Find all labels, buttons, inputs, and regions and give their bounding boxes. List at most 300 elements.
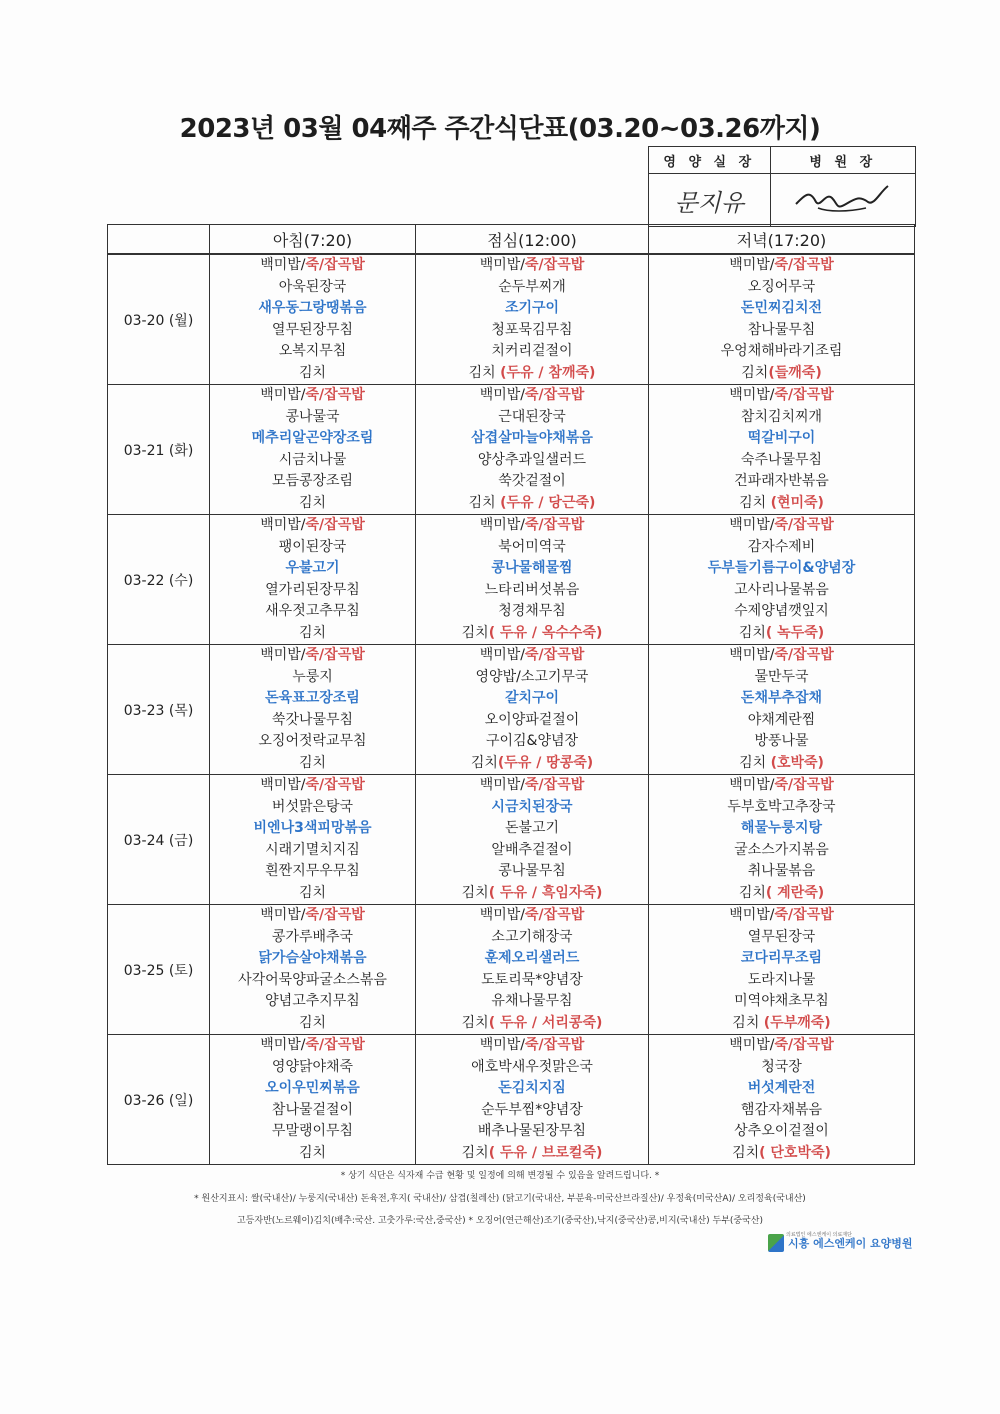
menu-item	[416, 493, 648, 515]
menu-item-text: 김치	[739, 754, 771, 771]
menu-item-text: ( 두유 / 옥수수죽)	[488, 624, 603, 641]
menu-item-text: 순두부찜*양념장	[481, 1101, 583, 1118]
menu-item	[210, 320, 415, 342]
day-row	[108, 254, 915, 385]
menu-item	[649, 753, 914, 775]
menu-item-text: 죽/잡곡밥	[525, 387, 585, 403]
menu-item	[210, 840, 415, 862]
menu-item-text: 죽/잡곡밥	[525, 1037, 585, 1053]
menu-item-text: 백미밥/	[479, 517, 526, 533]
menu-item	[649, 645, 914, 667]
menu-item	[210, 1143, 415, 1165]
menu-item	[416, 927, 648, 949]
dinner-cell	[649, 254, 915, 385]
menu-item-text: 백미밥/	[260, 257, 306, 273]
day-row	[108, 1035, 915, 1165]
menu-item-text: 치커리겉절이	[491, 343, 573, 359]
menu-item-text: 죽/잡곡밥	[305, 257, 365, 273]
menu-item	[210, 601, 415, 623]
menu-item	[210, 797, 415, 819]
menu-item	[416, 710, 648, 732]
menu-item-text: 오이양파겉절이	[484, 711, 580, 728]
menu-item-text: 백미밥/	[729, 387, 775, 403]
header-dinner: 저녁(17:20)	[649, 225, 915, 255]
menu-item-text: 떡갈비구이	[747, 430, 816, 446]
menu-item	[649, 818, 914, 840]
dinner-cell	[649, 515, 915, 645]
header-lunch: 점심(12:00)	[416, 225, 649, 255]
menu-item-text: 물만두국	[754, 668, 809, 685]
menu-item	[210, 1100, 415, 1122]
approval-box	[648, 146, 916, 227]
menu-item	[416, 580, 648, 602]
menu-item	[649, 363, 914, 385]
menu-item	[210, 948, 415, 970]
day-row	[108, 905, 915, 1035]
menu-item-text: 죽/잡곡밥	[305, 517, 365, 533]
menu-item-text: 김치	[461, 884, 489, 901]
breakfast-cell	[210, 645, 416, 775]
menu-item	[416, 537, 648, 559]
menu-item-text: ( 두유 / 흑임자죽)	[488, 884, 603, 901]
menu-item-text: 백미밥/	[729, 777, 775, 793]
menu-item-text: 고사리나물볶음	[734, 581, 829, 598]
menu-item-text: 백미밥/	[479, 387, 526, 403]
menu-item	[416, 753, 648, 775]
menu-item-text: 참나물겉절이	[271, 1101, 354, 1118]
menu-item-text: 우엉채해바라기조림	[720, 343, 843, 359]
hospital-logo-subtitle: 의료법인 에스엔케이 의료재단	[786, 1232, 852, 1238]
menu-item-text: ( 두유 / 서리콩죽)	[488, 1014, 603, 1031]
menu-item	[210, 731, 415, 753]
menu-item	[210, 927, 415, 949]
menu-item	[649, 537, 914, 559]
menu-item-text: 백미밥/	[479, 257, 526, 273]
menu-item-text: 백미밥/	[260, 517, 306, 533]
menu-item	[210, 515, 415, 537]
menu-item	[210, 471, 415, 493]
menu-item	[210, 450, 415, 472]
menu-item-text: 소고기해장국	[491, 928, 573, 945]
menu-item	[416, 775, 648, 797]
hospital-logo	[768, 1232, 913, 1254]
menu-item-text: 청경채무침	[498, 603, 566, 619]
menu-item	[416, 991, 648, 1013]
menu-item	[210, 667, 415, 689]
lunch-cell	[416, 254, 649, 385]
menu-item	[416, 861, 648, 883]
menu-item	[210, 970, 415, 992]
menu-item-text: 열무된장국	[747, 928, 816, 945]
day-row	[108, 645, 915, 775]
menu-item	[210, 775, 415, 797]
menu-item	[210, 558, 415, 580]
menu-item-text: 백미밥/	[479, 907, 526, 923]
approval-label-nutritionist: 영 양 실 장	[649, 147, 771, 174]
menu-item-text: 돈김치지짐	[498, 1080, 566, 1096]
day-date: 03-23 (목)	[108, 645, 210, 775]
menu-item	[416, 363, 648, 385]
menu-item-text: 굴소스가지볶음	[734, 841, 829, 858]
menu-item-text: (두유 / 당근죽)	[500, 494, 596, 511]
menu-item	[649, 731, 914, 753]
menu-item	[649, 1013, 914, 1035]
menu-item	[416, 407, 648, 429]
menu-item-text: 백미밥/	[729, 647, 775, 663]
menu-item-text: 김치	[738, 624, 766, 641]
menu-item-text: (두부깨죽)	[763, 1014, 831, 1031]
menu-item	[649, 428, 914, 450]
menu-item	[416, 688, 648, 710]
menu-item	[416, 623, 648, 645]
menu-item	[210, 883, 415, 905]
menu-item	[649, 1100, 914, 1122]
menu-item	[649, 970, 914, 992]
menu-item	[210, 861, 415, 883]
menu-item	[210, 385, 415, 407]
menu-item	[210, 688, 415, 710]
menu-item-text: 죽/잡곡밥	[774, 387, 834, 403]
menu-item-text: 죽/잡곡밥	[525, 647, 585, 663]
menu-item	[416, 558, 648, 580]
menu-item	[210, 905, 415, 927]
menu-item-text: 백미밥/	[729, 907, 775, 923]
menu-item	[416, 1078, 648, 1100]
menu-item	[649, 927, 914, 949]
menu-item	[416, 948, 648, 970]
menu-item-text: 김치	[470, 754, 498, 771]
menu-item-text: (현미죽)	[770, 494, 824, 511]
menu-item-text: 김치	[732, 1144, 760, 1161]
menu-item-text: 돈불고기	[504, 820, 560, 836]
menu-item	[416, 450, 648, 472]
menu-item	[649, 320, 914, 342]
menu-item	[210, 753, 415, 775]
menu-item-text: 백미밥/	[729, 1037, 775, 1053]
menu-item-text: 쑥갓겉절이	[498, 473, 566, 489]
menu-item	[416, 320, 648, 342]
menu-item-text: 도토리묵*양념장	[481, 971, 583, 988]
menu-item	[416, 1100, 648, 1122]
menu-item	[649, 1143, 914, 1165]
menu-item	[649, 385, 914, 407]
lunch-cell	[416, 905, 649, 1035]
menu-item	[210, 277, 415, 299]
menu-item-text: 두부호박고추장국	[727, 798, 836, 815]
menu-item-text: 시금치된장국	[491, 798, 573, 815]
menu-item	[416, 905, 648, 927]
menu-item-text: 죽/잡곡밥	[305, 387, 365, 403]
menu-item-text: (두유 / 땅콩죽)	[497, 754, 594, 771]
menu-item-text: 죽/잡곡밥	[774, 517, 834, 533]
menu-item-text: 새우젓고추무침	[265, 603, 360, 619]
menu-item	[649, 341, 914, 363]
menu-item-text: 시금치나물	[278, 451, 347, 468]
menu-item	[416, 515, 648, 537]
menu-item	[210, 818, 415, 840]
menu-item-text: 햄감자채볶음	[740, 1101, 823, 1118]
menu-item-text: 김치	[298, 364, 327, 381]
lunch-cell	[416, 775, 649, 905]
menu-item-text: 사각어묵양파굴소스볶음	[238, 971, 387, 988]
approval-label-director: 병 원 장	[770, 147, 915, 174]
day-row	[108, 775, 915, 905]
menu-item-text: 영양닭야채죽	[271, 1058, 354, 1075]
menu-item-text: 애호박새우젓맑은국	[471, 1058, 593, 1075]
menu-item-text: 김치	[298, 1014, 327, 1031]
menu-item	[210, 580, 415, 602]
menu-item-text: 순두부찌개	[498, 278, 566, 295]
menu-item-text: 수제양념깻잎지	[734, 603, 829, 619]
menu-item	[210, 710, 415, 732]
menu-item	[649, 277, 914, 299]
menu-item-text: 김치	[738, 884, 766, 901]
menu-item-text: 숙주나물무침	[740, 451, 823, 468]
menu-item-text: 방풍나물	[754, 733, 809, 749]
menu-item-text: 백미밥/	[260, 647, 306, 663]
menu-item-text: 백미밥/	[729, 257, 775, 273]
menu-item-text: (두유 / 참깨죽)	[500, 364, 596, 381]
day-row	[108, 385, 915, 515]
menu-item-text: 알배추겉절이	[491, 841, 573, 858]
dinner-cell	[649, 905, 915, 1035]
menu-item-text: 양상추과일샐러드	[477, 451, 587, 468]
menu-item-text: 열가리된장무침	[265, 581, 360, 598]
menu-item-text: 콩나물무침	[498, 863, 566, 879]
menu-item-text: 배추나물된장무침	[477, 1123, 587, 1139]
nutritionist-signature	[649, 174, 771, 227]
menu-item	[416, 1035, 648, 1057]
menu-item-text: 쑥갓나물무침	[271, 711, 354, 728]
menu-item-text: 아욱된장국	[278, 278, 347, 295]
menu-item-text: 유채나물무침	[491, 993, 573, 1009]
menu-item-text: 콩나물국	[285, 408, 340, 425]
menu-item-text: 오이우민찌볶음	[265, 1080, 360, 1096]
day-date: 03-25 (토)	[108, 905, 210, 1035]
menu-item	[210, 428, 415, 450]
menu-item-text: 감자수제비	[747, 538, 816, 555]
breakfast-cell	[210, 775, 416, 905]
menu-item-text: 청포묵김무침	[491, 321, 573, 338]
menu-item	[210, 1013, 415, 1035]
menu-item-text: 죽/잡곡밥	[305, 777, 365, 793]
menu-item-text: 콩가루배추국	[271, 928, 354, 945]
menu-item	[416, 341, 648, 363]
menu-item	[649, 450, 914, 472]
menu-item-text: 백미밥/	[729, 517, 775, 533]
menu-item	[416, 970, 648, 992]
origin-info-line1: * 원산지표시: 쌀(국내산)/ 누룽지(국내산) 돈육전,후지( 국내산)/ 삼겹(칠레산) (닭고기(국내산, 부분육-미국산브라질산)/ 우정육(미국산A)/ 오리정육(국내산)	[194, 1194, 806, 1204]
menu-item	[416, 385, 648, 407]
menu-item-text: 죽/잡곡밥	[525, 517, 585, 533]
day-date: 03-20 (월)	[108, 254, 210, 385]
menu-item-text: 김치	[298, 754, 327, 771]
menu-item	[416, 731, 648, 753]
menu-item-text: 모듬콩장조림	[271, 473, 354, 489]
menu-item	[649, 623, 914, 645]
menu-item	[210, 1057, 415, 1079]
lunch-cell	[416, 515, 649, 645]
menu-item	[210, 493, 415, 515]
menu-item	[416, 277, 648, 299]
menu-item-text: 백미밥/	[260, 907, 306, 923]
menu-item-text: 취나물볶음	[747, 863, 816, 879]
weekly-menu-table	[107, 224, 915, 1165]
menu-item	[416, 471, 648, 493]
menu-item-text: ( 녹두죽)	[765, 624, 825, 641]
menu-item-text: 백미밥/	[260, 387, 306, 403]
menu-item	[416, 298, 648, 320]
menu-item-text: 근대된장국	[498, 408, 566, 425]
menu-item-text: 참나물무침	[747, 321, 816, 338]
director-signature-mark	[788, 178, 898, 218]
menu-item-text: 흰짠지무우무침	[265, 863, 360, 879]
menu-item-text: 죽/잡곡밥	[774, 647, 834, 663]
menu-item-text: 삼겹살마늘야채볶음	[471, 430, 593, 446]
menu-item-text: 김치	[732, 1014, 764, 1031]
menu-item-text: 백미밥/	[479, 777, 526, 793]
breakfast-cell	[210, 254, 416, 385]
menu-item	[649, 905, 914, 927]
menu-item	[649, 797, 914, 819]
menu-item-text: 미역야채초무침	[734, 993, 829, 1009]
menu-item-text: 느타리버섯볶음	[484, 581, 580, 598]
menu-item-text: 새우동그랑땡볶음	[258, 300, 367, 316]
menu-item	[416, 645, 648, 667]
day-date: 03-24 (금)	[108, 775, 210, 905]
menu-item-text: 영양밥/소고기무국	[475, 668, 589, 685]
menu-item	[416, 428, 648, 450]
menu-item	[210, 623, 415, 645]
menu-item-text: 죽/잡곡밥	[774, 1037, 834, 1053]
breakfast-cell	[210, 515, 416, 645]
menu-item	[649, 471, 914, 493]
nutritionist-signature-text: 문지유	[674, 188, 745, 217]
menu-item-text: 김치	[298, 1144, 327, 1161]
menu-item-text: 비엔나3색피망볶음	[253, 820, 372, 836]
menu-item-text: 김치	[468, 364, 501, 381]
dinner-cell	[649, 385, 915, 515]
menu-item	[649, 298, 914, 320]
menu-item	[649, 667, 914, 689]
menu-item-text: 버섯계란전	[747, 1080, 816, 1096]
menu-item-text: 참치김치찌개	[740, 408, 823, 425]
menu-item	[649, 601, 914, 623]
menu-item	[210, 1078, 415, 1100]
menu-item-text: 갈치구이	[504, 690, 560, 706]
menu-item	[649, 255, 914, 277]
day-row	[108, 515, 915, 645]
dinner-cell	[649, 1035, 915, 1165]
day-date: 03-22 (수)	[108, 515, 210, 645]
menu-item	[416, 601, 648, 623]
menu-item	[649, 883, 914, 905]
menu-item-text: 조기구이	[504, 300, 560, 316]
change-notice: * 상기 식단은 식자재 수급 현황 및 일정에 의해 변경될 수 있음을 알려드립니다. *	[340, 1171, 660, 1181]
menu-item	[649, 1057, 914, 1079]
menu-item-text: 죽/잡곡밥	[305, 1037, 365, 1053]
menu-item-text: 팽이된장국	[278, 538, 347, 555]
menu-item-text: 도라지나물	[747, 971, 816, 988]
menu-item-text: 시래기멸치지짐	[265, 841, 360, 858]
breakfast-cell	[210, 385, 416, 515]
page-title: 2023년 03월 04째주 주간식단표(03.20~03.26까지)	[179, 114, 821, 144]
menu-item	[210, 537, 415, 559]
menu-item	[210, 1035, 415, 1057]
menu-item-text: 김치	[298, 494, 327, 511]
menu-item-text: 코다리무조림	[740, 950, 823, 966]
menu-item-text: 죽/잡곡밥	[774, 257, 834, 273]
lunch-cell	[416, 645, 649, 775]
menu-item-text: 돈채부추잡채	[740, 690, 823, 706]
header-breakfast: 아침(7:20)	[210, 225, 416, 255]
menu-item	[649, 948, 914, 970]
menu-item	[649, 688, 914, 710]
menu-item	[649, 775, 914, 797]
menu-item	[649, 991, 914, 1013]
menu-item	[416, 1121, 648, 1143]
menu-item-text: 훈제오리샐러드	[484, 950, 580, 966]
menu-item-text: 김치	[298, 624, 327, 641]
menu-item-text: ( 두유 / 브로컬죽)	[488, 1144, 603, 1161]
menu-item	[416, 840, 648, 862]
menu-item-text: 돈육표고장조림	[265, 690, 360, 706]
menu-item-text: 죽/잡곡밥	[525, 777, 585, 793]
menu-item-text: 닭가슴살야채볶음	[258, 950, 367, 966]
menu-item-text: 오복지무침	[278, 343, 347, 359]
menu-item-text: 죽/잡곡밥	[305, 907, 365, 923]
menu-item-text: 돈민찌김치전	[740, 300, 823, 316]
menu-item	[416, 1013, 648, 1035]
menu-item-text: 구이김&양념장	[485, 733, 579, 749]
menu-item-text: 누룽지	[292, 668, 333, 685]
menu-item	[416, 797, 648, 819]
menu-item	[649, 840, 914, 862]
menu-item	[210, 298, 415, 320]
origin-info-line2: 고등자반(노르웨이)김치(배추:국산. 고춧가루:국산,중국산) * 오징어(연근해산)조기(중국산),낙지(중국산)콩,비지(국내산) 두부(중국산)	[236, 1216, 763, 1226]
menu-item	[649, 558, 914, 580]
menu-item	[649, 580, 914, 602]
menu-item-text: 김치	[739, 494, 771, 511]
menu-body	[108, 254, 915, 1165]
menu-item	[649, 1035, 914, 1057]
menu-item	[416, 1143, 648, 1165]
hospital-logo-icon	[768, 1234, 784, 1252]
menu-item-text: 김치	[468, 494, 501, 511]
menu-item-text: 버섯맑은탕국	[271, 798, 354, 815]
menu-item-text: 김치	[461, 1144, 489, 1161]
day-date: 03-21 (화)	[108, 385, 210, 515]
menu-item-text: 백미밥/	[479, 647, 526, 663]
menu-item-text: 무말랭이무침	[271, 1123, 354, 1139]
menu-item	[210, 1121, 415, 1143]
dinner-cell	[649, 645, 915, 775]
director-signature	[770, 174, 915, 227]
menu-item-text: 청국장	[761, 1058, 802, 1075]
menu-item-text: 죽/잡곡밥	[774, 907, 834, 923]
menu-item-text: 죽/잡곡밥	[305, 647, 365, 663]
menu-item	[649, 1078, 914, 1100]
menu-header-row	[108, 225, 915, 255]
menu-item	[649, 710, 914, 732]
menu-item-text: 콩나물해물찜	[491, 560, 573, 576]
dinner-cell	[649, 775, 915, 905]
menu-item-text: 두부들기름구이&양념장	[707, 560, 856, 576]
menu-item-text: 죽/잡곡밥	[525, 907, 585, 923]
menu-item-text: (들깨죽)	[768, 364, 822, 381]
menu-item-text: 김치	[461, 624, 489, 641]
menu-item-text: 김치	[741, 364, 769, 381]
